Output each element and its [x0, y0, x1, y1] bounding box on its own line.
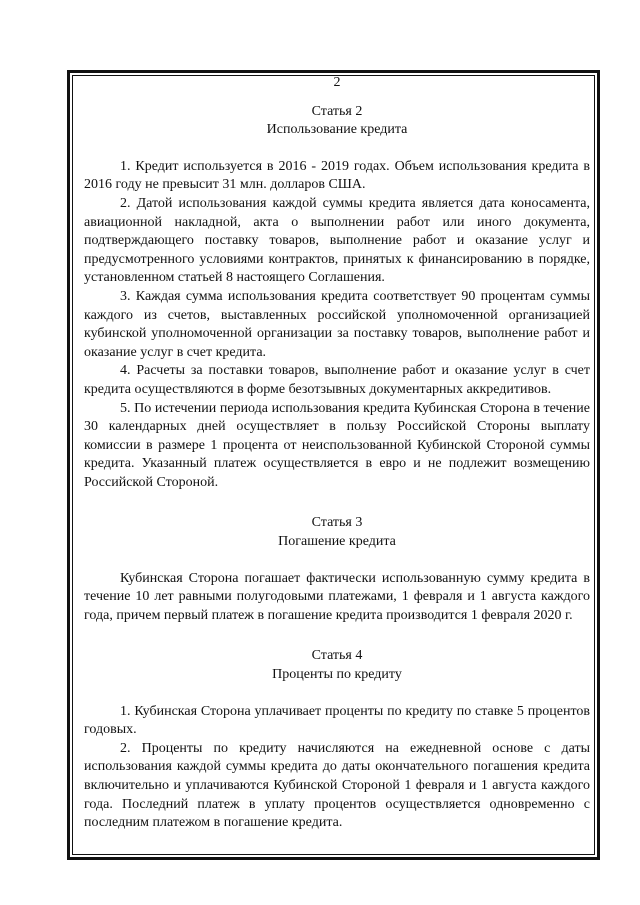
article-title: Погашение кредита	[278, 534, 396, 550]
article-title: Проценты по кредиту	[272, 667, 402, 683]
paragraph: 5. По истечении периода использования кредита Кубинская Сторона в течение 30 календарных дней осуществляет в пользу Российской Стороны выплату комиссии в размере 1 процента от неиспользованной Кубинской Стороной суммы кредита. Указанный платеж осуществляется в евро и не подлежит возмещению Российской Стороной.	[84, 400, 590, 490]
article-number: Статья 3	[311, 515, 363, 531]
section-article-2	[84, 103, 590, 493]
article-number: Статья 4	[311, 648, 363, 664]
paragraph: 1. Кредит используется в 2016 - 2019 годах. Объем использования кредита в 2016 году не превысит 31 млн. долларов США.	[84, 158, 590, 193]
section-article-4	[84, 647, 590, 832]
article-title: Использование кредита	[266, 122, 408, 138]
paragraph: 2. Проценты по кредиту начисляются на ежедневной основе с даты использования каждой суммы кредита до даты окончательного погашения кредита включительно и уплачиваются Кубинской Стороной 1 февраля и 1 августа каждого года. Последний платеж в уплату процентов осуществляется одновременно с последним платежом в погашение кредита.	[84, 740, 590, 831]
paragraph: 1. Кубинская Сторона уплачивает проценты по кредиту по ставке 5 процентов годовых.	[84, 703, 590, 738]
paragraph: 3. Каждая сумма использования кредита соответствует 90 процентам суммы каждого из счетов, выставленных российской уполномоченной организацией кубинской уполномоченной организации за поставку товаров, выполнение работ и оказание услуг в счет кредита.	[84, 288, 590, 360]
paragraph: Кубинская Сторона погашает фактически использованную сумму кредита в течение 10 лет равными полугодовыми платежами, 1 февраля и 1 августа каждого года, причем первый платеж в погашение кредита производится 1 февраля 2020 г.	[84, 570, 590, 623]
paragraph: 4. Расчеты за поставки товаров, выполнение работ и оказание услуг в счет кредита осуществляются в форме безотзывных документарных аккредитивов.	[84, 363, 590, 397]
page-number: 2	[333, 75, 341, 90]
article-number: Статья 2	[311, 103, 363, 119]
document-body	[84, 74, 590, 833]
paragraph: 2. Датой использования каждой суммы кредита является дата коносамента, авиационной накладной, акта о выполнении работ или иного документа, подтверждающего поставку товаров, выполнение работ и оказание услуг и предусмотренного условиями контрактов, принятых к финансированию в порядке, установленном статьей 8 настоящего Соглашения.	[84, 195, 590, 286]
section-article-3	[84, 514, 590, 625]
